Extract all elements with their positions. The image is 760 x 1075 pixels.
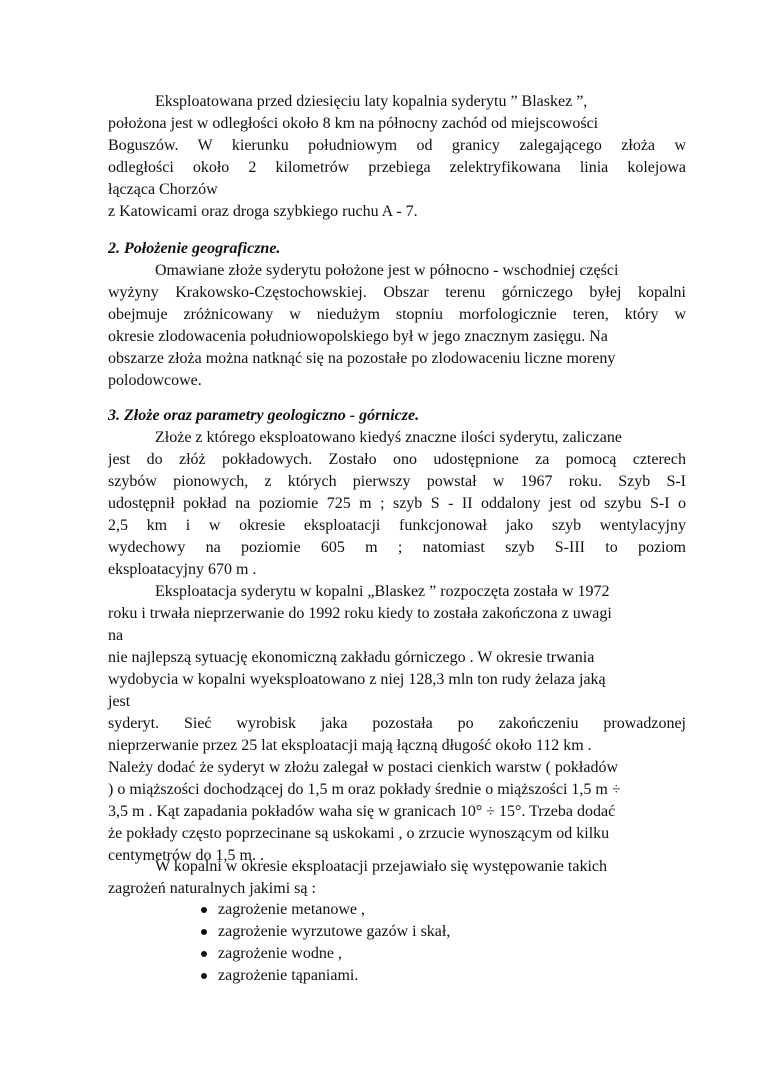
paragraph-line: Należy dodać że syderyt w złożu zalegał w postaci cienkich warstw ( pokładów — [108, 759, 619, 776]
paragraph-line: 3,5 m . Kąt zapadania pokładów waha się w granicach 10° ÷ 15°. Trzeba dodać — [108, 803, 616, 820]
paragraph-line: wyżyny Krakowsko-Częstochowskiej. Obszar terenu górniczego byłej kopalni — [108, 284, 686, 301]
section-heading: 3. Złoże oraz parametry geologiczno - górnicze. — [108, 407, 420, 424]
paragraph-line: W kopalni w okresie eksploatacji przejawiało się występowanie takich — [155, 858, 607, 875]
paragraph-line: nieprzerwanie przez 25 lat eksploatacji mają łączną długość około 112 km . — [108, 737, 592, 754]
paragraph-line: Eksploatacja syderytu w kopalni „Blaskez ” rozpoczęta została w 1972 — [155, 583, 610, 600]
paragraph-line: jest do złóż pokładowych. Zostało ono udostępnione za pomocą czterech — [108, 451, 686, 468]
paragraph-line: 2,5 km i w okresie eksploatacji funkcjonował jako szyb wentylacyjny — [108, 517, 686, 534]
paragraph-line: okresie zlodowacenia południowopolskiego był w jego znacznym zasięgu. Na — [108, 328, 608, 345]
paragraph-line: zagrożeń naturalnych jakimi są : — [108, 880, 316, 897]
paragraph-line: centymetrów do 1,5 m. . — [108, 847, 264, 864]
paragraph-line: Boguszów. W kierunku południowym od granicy zalegającego złoża w — [108, 137, 686, 154]
paragraph-line: polodowcowe. — [108, 372, 202, 389]
bullet-icon — [201, 929, 207, 935]
bullet-icon — [201, 951, 207, 957]
paragraph-line: ) o miąższości dochodzącej do 1,5 m oraz pokłady średnie o miąższości 1,5 m ÷ — [108, 781, 621, 798]
paragraph-line: na — [108, 627, 124, 644]
paragraph-line: eksploatacyjny 670 m . — [108, 561, 257, 578]
paragraph-line: Złoże z którego eksploatowano kiedyś znaczne ilości syderytu, zaliczane — [155, 429, 622, 446]
paragraph-line: obszarze złoża można natknąć się na pozostałe po zlodowaceniu liczne moreny — [108, 350, 616, 367]
paragraph-line: jest — [108, 693, 131, 710]
paragraph-line: że pokłady często poprzecinane są uskokami , o zrzucie wynoszącym od kilku — [108, 825, 610, 842]
list-item: zagrożenie metanowe , — [218, 901, 366, 918]
paragraph-line: udostępnił pokład na poziomie 725 m ; szyb S - II oddalony jest od szybu S-I o — [108, 495, 686, 512]
paragraph-line: roku i trwała nieprzerwanie do 1992 roku kiedy to została zakończona z uwagi — [108, 605, 612, 622]
paragraph-line: syderyt. Sieć wyrobisk jaka pozostała po zakończeniu prowadzonej — [108, 715, 686, 732]
list-item: zagrożenie tąpaniami. — [218, 967, 359, 984]
paragraph-line: nie najlepszą sytuację ekonomiczną zakładu górniczego . W okresie trwania — [108, 649, 595, 666]
paragraph-line: wydechowy na poziomie 605 m ; natomiast szyb S-III to poziom — [108, 539, 686, 556]
paragraph-line: łącząca Chorzów — [108, 181, 218, 198]
paragraph-line: z Katowicami oraz droga szybkiego ruchu A - 7. — [108, 203, 418, 220]
list-item: zagrożenie wyrzutowe gazów i skał, — [218, 923, 451, 940]
paragraph-line: odległości około 2 kilometrów przebiega zelektryfikowana linia kolejowa — [108, 159, 686, 176]
paragraph-line: szybów pionowych, z których pierwszy powstał w 1967 roku. Szyb S-I — [108, 473, 686, 490]
section-heading: 2. Położenie geograficzne. — [108, 240, 281, 257]
list-item: zagrożenie wodne , — [218, 945, 342, 962]
paragraph-line: położona jest w odległości około 8 km na północny zachód od miejscowości — [108, 115, 599, 132]
bullet-icon — [201, 907, 207, 913]
paragraph-line: Eksploatowana przed dziesięciu laty kopalnia syderytu ” Blaskez ”, — [155, 93, 588, 110]
paragraph-line: obejmuje zróżnicowany w niedużym stopniu morfologicznie teren, który w — [108, 306, 686, 323]
bullet-icon — [201, 973, 207, 979]
paragraph-line: wydobycia w kopalni wyeksploatowano z niej 128,3 mln ton rudy żelaza jaką — [108, 671, 606, 688]
paragraph-line: Omawiane złoże syderytu położone jest w północno - wschodniej części — [155, 262, 619, 279]
